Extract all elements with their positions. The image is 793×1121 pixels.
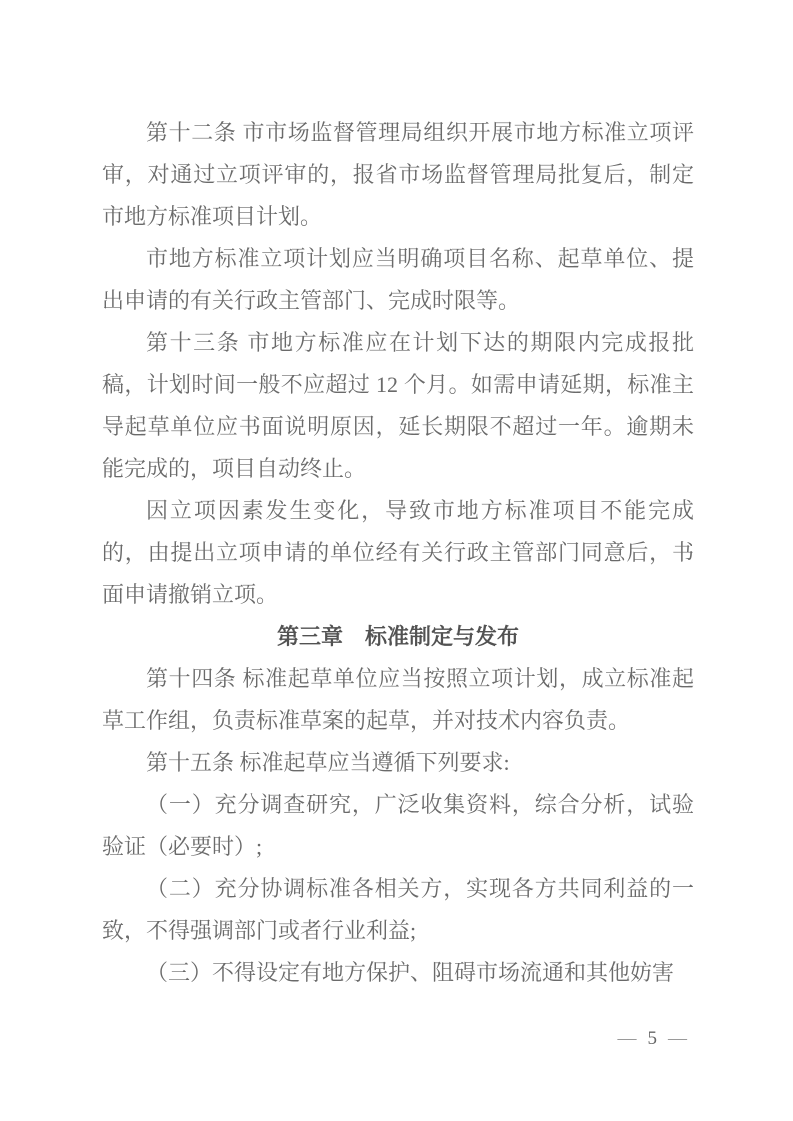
document-text-block [102, 112, 694, 994]
item-3-paragraph: （三）不得设定有地方保护、阻碍市场流通和其他妨害 [146, 960, 675, 985]
project-cancellation-paragraph: 因立项因素发生变化，导致市地方标准项目不能完成的，由提出立项申请的单位经有关行政主管部门同意后，书面申请撤销立项。 [102, 498, 694, 607]
article-15-paragraph: 第十五条 标准起草应当遵循下列要求: [146, 750, 510, 775]
footer-dash-left: — [617, 1028, 638, 1049]
article-12-paragraph: 第十二条 市市场监督管理局组织开展市地方标准立项评审，对通过立项评审的，报省市场监督管理局批复后，制定市地方标准项目计划。 [102, 120, 694, 229]
page-footer [616, 1028, 691, 1050]
item-1-paragraph: （一）充分调查研究，广泛收集资料，综合分析，试验验证（必要时）; [102, 792, 694, 859]
chapter-3-heading: 第三章 标准制定与发布 [276, 624, 519, 649]
item-2-paragraph: （二）充分协调标准各相关方，实现各方共同利益的一致，不得强调部门或者行业利益; [102, 876, 694, 943]
article-13-paragraph: 第十三条 市地方标准应在计划下达的期限内完成报批稿，计划时间一般不应超过 12 个月。如需申请延期，标准主导起草单位应书面说明原因，延长期限不超过一年。逾期未能完成的，项目自动终止。 [102, 330, 694, 481]
page-number: 5 [647, 1028, 658, 1049]
project-plan-paragraph: 市地方标准立项计划应当明确项目名称、起草单位、提出申请的有关行政主管部门、完成时限等。 [102, 246, 694, 313]
article-14-paragraph: 第十四条 标准起草单位应当按照立项计划，成立标准起草工作组，负责标准草案的起草，并对技术内容负责。 [102, 666, 694, 733]
footer-dash-right: — [668, 1028, 688, 1049]
